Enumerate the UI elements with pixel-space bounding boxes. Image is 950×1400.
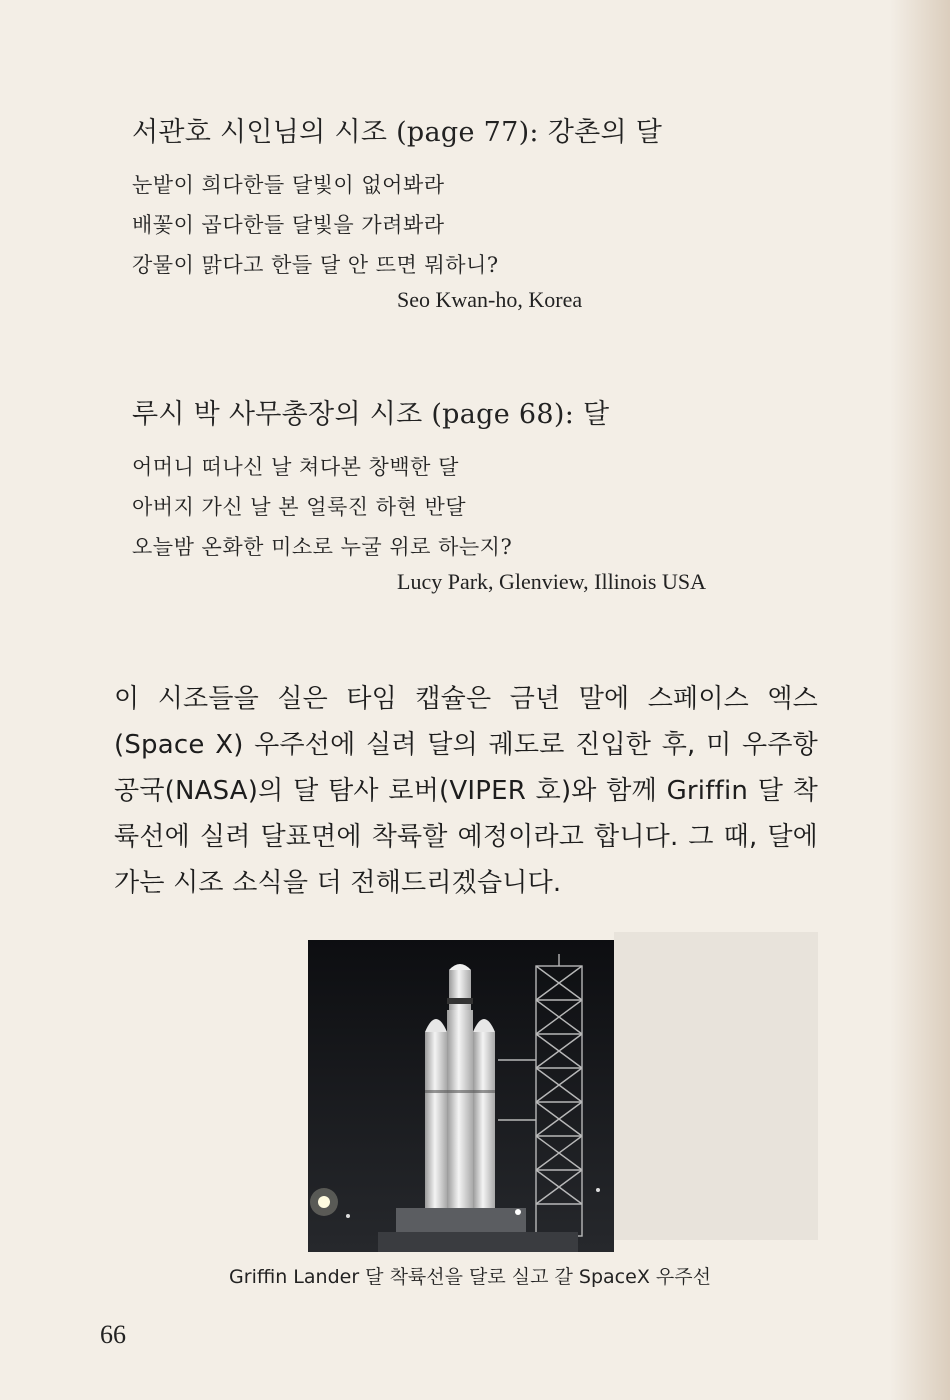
page-number: 66 [100,1320,126,1349]
photo-backdrop [614,932,818,1240]
photo-caption: Griffin Lander 달 착륙선을 달로 실고 갈 SpaceX 우주선 [229,1266,711,1288]
rocket-launch-photo [308,940,614,1252]
poem-line: 눈밭이 희다한들 달빛이 없어봐라 [132,173,445,197]
poem-title: 서관호 시인님의 시조 (page 77): 강촌의 달 [132,117,663,148]
poem-author: Seo Kwan-ho, Korea [397,287,583,312]
poem-section-1 [132,110,832,313]
poem-section-2 [132,392,832,595]
poem-title: 루시 박 사무총장의 시조 (page 68): 달 [132,399,610,430]
page-edge-shadow [890,0,950,1400]
body-paragraph: 이 시조들을 실은 타임 캡슐은 금년 말에 스페이스 엑스(Space X) 우주선에 실려 달의 궤도로 진입한 후, 미 우주항공국(NASA)의 달 탐사 로버(VIPER 호)와 함께 Griffin 달 착륙선에 실려 달표면에 착륙할 예정이라고 합니다. 그 때, 달에 가는 시조 소식을 더 전해드리겠습니다. [114,684,818,898]
poem-line: 강물이 맑다고 한들 달 안 뜨면 뭐하니? [132,253,499,277]
poem-line: 어머니 떠나신 날 쳐다본 창백한 달 [132,455,459,479]
rocket-launch-icon [308,940,614,1252]
poem-author: Lucy Park, Glenview, Illinois USA [397,569,706,594]
poem-line: 오늘밤 온화한 미소로 누굴 위로 하는지? [132,535,513,559]
poem-line: 아버지 가신 날 본 얼룩진 하현 반달 [132,495,467,519]
poem-line: 배꽃이 곱다한들 달빛을 가려봐라 [132,213,445,237]
